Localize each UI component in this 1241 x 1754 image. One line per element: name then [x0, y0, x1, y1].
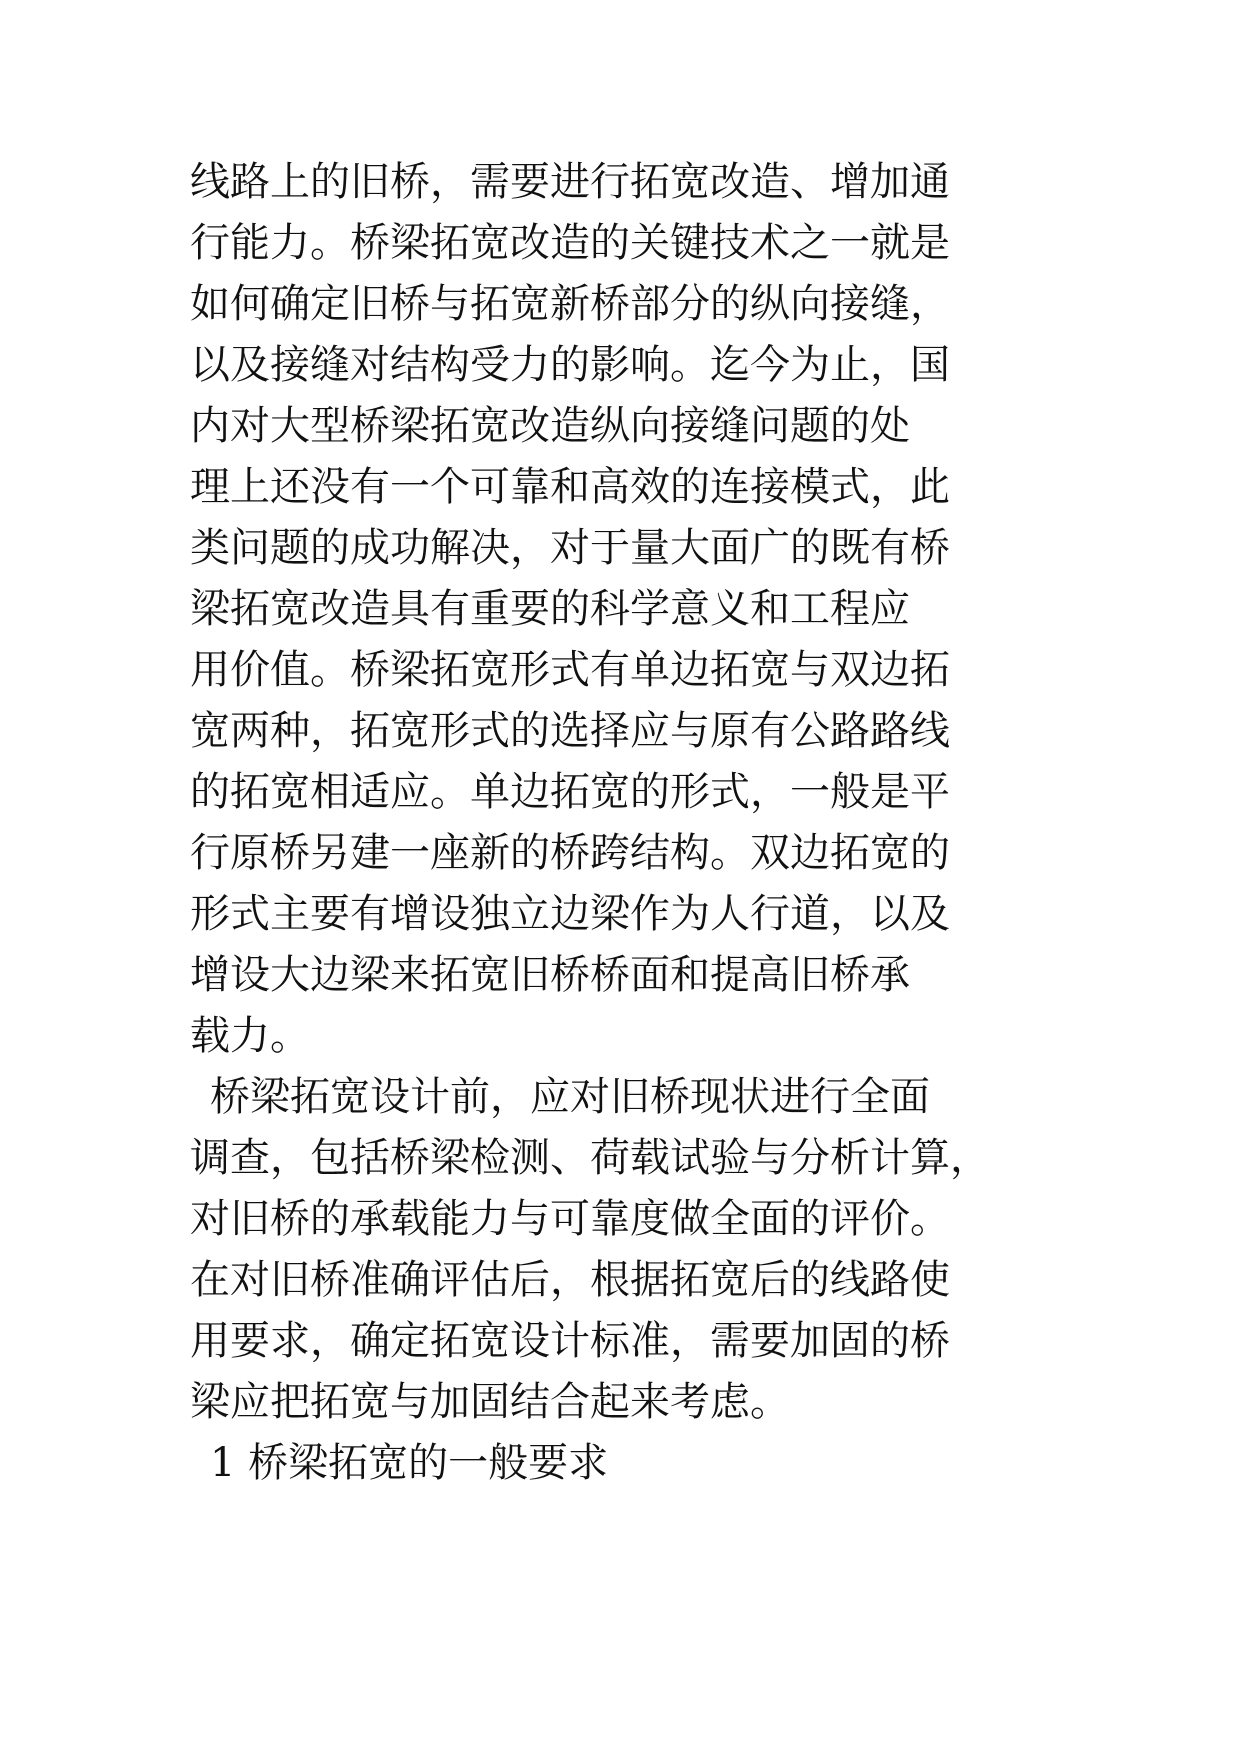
text-line: 行能力。桥梁拓宽改造的关键技术之一就是 — [190, 220, 950, 266]
text-line: 理上还没有一个可靠和高效的连接模式，此 — [190, 464, 950, 510]
section-heading: 1 桥梁拓宽的一般要求 — [210, 1440, 609, 1486]
text-line: 的拓宽相适应。单边拓宽的形式，一般是平 — [190, 769, 950, 815]
text-line: 增设大边梁来拓宽旧桥桥面和提高旧桥承 — [190, 952, 910, 998]
text-line: 形式主要有增设独立边梁作为人行道，以及 — [190, 891, 950, 937]
text-line: 如何确定旧桥与拓宽新桥部分的纵向接缝， — [190, 281, 950, 327]
paragraph-start-line: 桥梁拓宽设计前，应对旧桥现状进行全面 — [210, 1074, 930, 1120]
text-line: 用价值。桥梁拓宽形式有单边拓宽与双边拓 — [190, 647, 950, 693]
body-text — [190, 152, 1090, 1494]
text-line: 内对大型桥梁拓宽改造纵向接缝问题的处 — [190, 403, 910, 449]
text-line: 线路上的旧桥，需要进行拓宽改造、增加通 — [190, 159, 950, 205]
text-line: 载力。 — [190, 1013, 310, 1059]
text-line: 梁拓宽改造具有重要的科学意义和工程应 — [190, 586, 910, 632]
text-line: 调查，包括桥梁检测、荷载试验与分析计算， — [190, 1135, 990, 1181]
text-line: 用要求，确定拓宽设计标准，需要加固的桥 — [190, 1318, 950, 1364]
text-line: 梁应把拓宽与加固结合起来考虑。 — [190, 1379, 790, 1425]
text-line: 宽两种，拓宽形式的选择应与原有公路路线 — [190, 708, 950, 754]
text-line: 行原桥另建一座新的桥跨结构。双边拓宽的 — [190, 830, 950, 876]
text-line: 对旧桥的承载能力与可靠度做全面的评价。 — [190, 1196, 950, 1242]
text-line: 类问题的成功解决，对于量大面广的既有桥 — [190, 525, 950, 571]
text-line: 以及接缝对结构受力的影响。迄今为止，国 — [190, 342, 950, 388]
text-line: 在对旧桥准确评估后，根据拓宽后的线路使 — [190, 1257, 950, 1303]
